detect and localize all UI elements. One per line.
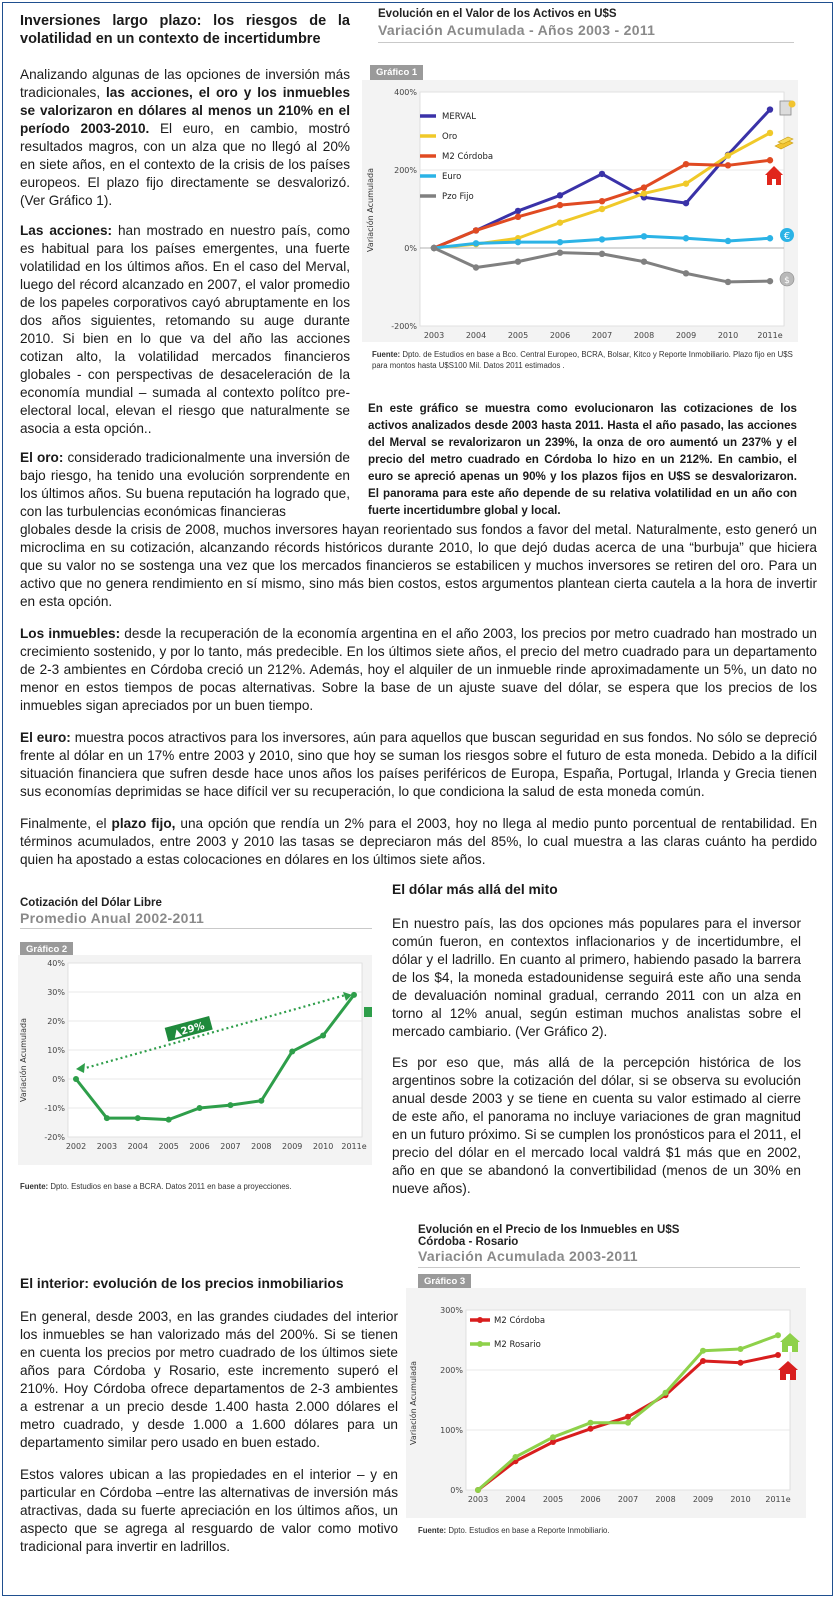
x-tick-label: 2002 [65, 1142, 87, 1151]
y-tick-label: 200% [440, 1366, 463, 1375]
x-tick-label: 2004 [127, 1142, 148, 1151]
data-point [320, 1033, 326, 1039]
interior-paragraph-2: Estos valores ubican a las propiedades en el interior – y en particular en Córdoba –entre las alternativas de inversión más atractivas, dada su fuerte apreciación en los últimos años, un aspecto que se agrega al resguardo de valor como motivo tradicional para invertir en ladrillos. [20, 1467, 398, 1554]
x-tick-label: 2008 [251, 1142, 272, 1151]
data-point [663, 1390, 669, 1396]
data-point [515, 239, 521, 245]
x-tick-label: 2008 [633, 331, 655, 340]
x-tick-label: 2004 [465, 331, 487, 340]
data-point [725, 279, 731, 285]
chart2-title: Cotización del Dólar Libre [20, 897, 162, 909]
legend-label: Euro [442, 172, 462, 182]
data-point [625, 1414, 631, 1420]
data-point [588, 1420, 594, 1426]
data-point [557, 219, 563, 225]
data-point [738, 1360, 744, 1366]
y-tick-label: 10% [47, 1046, 65, 1055]
chart1-tag: Gráfico 1 [370, 65, 423, 80]
chart1-title: Evolución en el Valor de los Activos en U$S [378, 8, 617, 20]
svg-text:€: € [783, 231, 791, 242]
data-point [725, 152, 731, 158]
y-tick-label: 30% [47, 988, 65, 997]
interior-paragraph-1: En general, desde 2003, en las grandes ciudades del interior los inmuebles se han valorizado más del 200%. Si se tienen en cuenta los precios por metro cuadrado de los últimos siete años para Córdoba y Rosario, este incremento superó el 210%. Hoy Córdoba ofrece departamentos de 2-3 ambientes a estrenar a un precio desde 1.400 hasta 2.000 dólares el metro cuadrado, y desde 1.000 a 1.600 dólares para un departamento similar pero usado en buen estado. [20, 1309, 398, 1450]
x-tick-label: 2007 [220, 1142, 241, 1151]
chart2-subtitle: Promedio Anual 2002-2011 [20, 910, 205, 926]
chart3-rule [418, 1267, 800, 1268]
data-point [473, 264, 479, 270]
data-point [557, 202, 563, 208]
data-point [197, 1105, 203, 1111]
legend-label: Pzo Fijo [442, 192, 474, 202]
chart3-ylabel: Variación Acumulada [409, 1360, 418, 1446]
x-tick-label: 2011e [757, 331, 783, 340]
x-tick-label: 2004 [505, 1495, 526, 1504]
x-tick-label: 2006 [549, 331, 571, 340]
data-point [515, 208, 521, 214]
legend-marker [477, 1317, 483, 1323]
y-tick-label: 0% [404, 244, 417, 253]
data-point [599, 171, 605, 177]
chart1-source: Fuente: Dpto. de Estudios en base a Bco. Central Europeo, BCRA, Bolsar, Kitco y Reporte Inmobiliario. Plazo fijo en U$S para montos hasta U$S100 Mil. Datos 2011 estimados . [372, 350, 793, 370]
data-point [641, 190, 647, 196]
data-point [513, 1454, 519, 1460]
data-point [104, 1115, 110, 1121]
data-point [738, 1346, 744, 1352]
legend-marker [477, 1341, 483, 1347]
data-point [725, 238, 731, 244]
y-tick-label: -200% [391, 322, 417, 331]
y-tick-label: -10% [44, 1104, 65, 1113]
data-point [599, 236, 605, 242]
data-point [73, 1076, 79, 1082]
chart3-title: Evolución en el Precio de los Inmuebles en U$S [418, 1224, 680, 1236]
data-point [683, 270, 689, 276]
chart1-subtitle: Variación Acumulada - Años 2003 - 2011 [378, 22, 656, 38]
legend-label: M2 Córdoba [494, 1316, 546, 1326]
data-point [641, 258, 647, 264]
x-tick-label: 2005 [158, 1142, 179, 1151]
data-point [166, 1117, 172, 1123]
chart1-ylabel: Variación Acumulada [366, 167, 375, 253]
x-tick-label: 2003 [467, 1495, 489, 1504]
y-tick-label: 40% [47, 959, 65, 968]
data-point [775, 1332, 781, 1338]
data-point [258, 1098, 264, 1104]
x-tick-label: 2005 [507, 331, 529, 340]
dolar-paragraph-1: En nuestro país, las dos opciones más populares para el inversor común fueron, en contextos inflacionarios y de incertidumbre, el dólar y el ladrillo. En cuanto al primero, habiendo pasado la barrera de los $4, la moneda estadounidense seguirá este año una senda de devaluación nominal gradual, cerrando 2011 con un alza en torno al 12% anual, según estiman muchos analistas sobre el mercado cambiario. (Ver Gráfico 2). [392, 916, 801, 1039]
data-point [700, 1358, 706, 1364]
data-point [767, 106, 773, 112]
data-point [599, 198, 605, 204]
data-point [767, 130, 773, 136]
x-tick-label: 2011e [341, 1142, 367, 1151]
data-point [767, 235, 773, 241]
chart2-source: Fuente: Dpto. Estudios en base a BCRA. Datos 2011 en base a proyecciones. [20, 1182, 292, 1191]
legend-label: M2 Rosario [494, 1340, 541, 1350]
data-point [641, 184, 647, 190]
data-point [767, 278, 773, 284]
euro-paragraph: El euro: muestra pocos atractivos para los inversores, aún para aquellos que buscan seguridad en sus fondos. No sólo se depreció frente al dólar en un 17% entre 2003 y 2010, sino que hoy se suman los riesgos sobre el futuro de esta moneda. Debido a la difícil situación financiera que sufren desde hace unos años los países periféricos de Europa, España, Portugal, Irlanda y Grecia tienen sus economías deprimidas se hace difícil ver su recuperación, lo que condiciona la salud de esta moneda común. [20, 730, 818, 799]
legend-label: Oro [442, 132, 458, 142]
data-point [473, 240, 479, 246]
data-point [473, 227, 479, 233]
article-title: Inversiones largo plazo: los riesgos de la volatilidad en un contexto de incertidumbre [20, 13, 350, 47]
legend-label: M2 Córdoba [442, 152, 494, 162]
dolar-title: El dólar más allá del mito [392, 882, 558, 897]
x-tick-label: 2009 [692, 1495, 714, 1504]
interior-title: El interior: evolución de los precios inmobiliarios [20, 1276, 344, 1291]
data-point [683, 161, 689, 167]
x-tick-label: 2006 [189, 1142, 210, 1151]
data-point [557, 249, 563, 255]
intro-paragraph: Analizando algunas de las opciones de inversión más tradicionales, las acciones, el oro y los inmuebles se valorizaron en dólares al menos un 210% en el período 2003-2010. El euro, en cambio, mostró resultados magros, con un alza que no llegó al 20% en siete años, en el contexto de la crisis de los países europeos. El plazo fijo directamente se desvalorizó. (Ver Gráfico 1). [20, 67, 351, 208]
x-tick-label: 2005 [542, 1495, 564, 1504]
x-tick-label: 2010 [312, 1142, 334, 1151]
svg-text:$: $ [784, 276, 790, 286]
chart3-subtitle: Variación Acumulada 2003-2011 [418, 1248, 638, 1264]
percent-badge-label: ▲29% [172, 1020, 206, 1040]
chart3-tag: Gráfico 3 [418, 1274, 471, 1289]
y-tick-label: 0% [52, 1075, 65, 1084]
chart1 [362, 80, 798, 342]
x-tick-label: 2003 [423, 331, 445, 340]
chart3-source: Fuente: Dpto. Estudios en base a Reporte Inmobiliario. [418, 1526, 610, 1535]
oro-paragraph-start: El oro: considerado tradicionalmente una inversión de bajo riesgo, ha tenido una evolución sorprendente en los últimos años. Su buena reputación ha logrado que, con las turbulencias económicas financieras [20, 450, 350, 519]
data-point [599, 206, 605, 212]
x-tick-label: 2011e [765, 1495, 791, 1504]
chart3 [406, 1288, 806, 1518]
data-point [683, 200, 689, 206]
chart1-rule [378, 42, 794, 43]
data-point [227, 1102, 233, 1108]
plazo-fijo-paragraph: Finalmente, el plazo fijo, una opción que rendía un 2% para el 2003, hoy no llega al medio punto porcentual de rentabilidad. En términos acumulados, entre 2003 y 2010 las tasas se depreciaron más del 85%, lo cual muestra a las claras cuánto ha perdido quien ha apostado a estas colocaciones en dólares en los últimos siete años. [20, 816, 818, 867]
y-tick-label: 20% [47, 1017, 65, 1026]
data-point [135, 1115, 141, 1121]
acciones-paragraph: Las acciones: han mostrado en nuestro país, como es habitual para los países emergentes, una fuerte volatilidad en los últimos años. En el caso del Merval, luego del récord alcanzado en 2007, el valor promedio de los papeles corporativos cayó abruptamente en los dos años siguientes, retomando su auge durante 2010. Si bien en lo que va del año las acciones cotizan alto, la volatilidad mercados financieros globales - con perspectivas de desaceleración de la economía mundial – sumada al contexto polítco pre-electoral local, elevan el riesgo que naturalmente se asocia a esta opción.. [20, 223, 350, 436]
data-point [550, 1434, 556, 1440]
x-tick-label: 2007 [617, 1495, 639, 1504]
data-point [775, 1352, 781, 1358]
y-tick-label: 400% [394, 88, 417, 97]
data-point [557, 192, 563, 198]
money-bag-icon [780, 272, 794, 286]
data-point [641, 233, 647, 239]
euro-coin-icon [780, 228, 794, 242]
y-tick-label: 0% [450, 1486, 463, 1495]
data-point [767, 157, 773, 163]
data-point [475, 1487, 481, 1493]
data-point [515, 258, 521, 264]
y-tick-label: 200% [394, 166, 417, 175]
data-point [700, 1348, 706, 1354]
x-tick-label: 2008 [655, 1495, 676, 1504]
chart2-rule [20, 928, 372, 929]
data-point [725, 162, 731, 168]
y-tick-label: -20% [44, 1133, 65, 1142]
x-tick-label: 2009 [675, 331, 697, 340]
chart2 [18, 955, 372, 1165]
data-point [588, 1426, 594, 1432]
legend-label: MERVAL [442, 112, 476, 122]
chart2-tag: Gráfico 2 [20, 942, 73, 957]
x-tick-label: 2003 [96, 1142, 118, 1151]
chart1-caption: En este gráfico se muestra como evolucionaron las cotizaciones de los activos analizados desde 2003 hasta 2011. Hasta el año pasado, las acciones del Merval se revalorizaron un 239%, la onza de oro aumentó un 237% y el precio del metro cuadrado en Córdoba lo hizo en un 212%. En cambio, el euro se apreció apenas un 90% y los plazos fijos en U$S se desvalorizaron. El panorama para este año depende de su relativa volatilidad en un año con fuerte incertidumbre global y local. [368, 402, 797, 517]
x-tick-label: 2010 [730, 1495, 751, 1504]
chart3-title-cities: Córdoba - Rosario [418, 1236, 519, 1248]
oro-paragraph-cont: globales desde la crisis de 2008, muchos inversores hayan reorientado sus fondos a favor del metal. Naturalmente, esto generó un microclima en su cotización, alcanzando récords históricos durante 2010, lo que dejó dudas acerca de una “burbuja” que hiciera que su valor no se sostenga una vez que los mercados financieros se estabilicen y muchos inversores se retiren del oro. Para un activo que no genera rendimiento en sí mismo, sino más bien costos, estos argumentos plantean cierta cautela a la hora de invertir en esta opción. [20, 522, 817, 609]
data-point [431, 245, 437, 251]
data-point [351, 992, 357, 998]
data-point [557, 239, 563, 245]
data-point [289, 1048, 295, 1054]
data-point [515, 214, 521, 220]
x-tick-label: 2009 [282, 1142, 303, 1151]
data-point [599, 251, 605, 257]
dolar-paragraph-2: Es por eso que, más allá de la percepción histórica de los argentinos sobre la cotización del dólar, si se observa su evolución anual desde 2003 y se tiene en cuenta su valor estimado al cierre de este año, el panorama no incluye variaciones de gran magnitud en un futuro próximo. Si se cumplen los pronósticos para el 2011, el precio del dólar en el mercado local valdrá $1 más que en 2002, año en que se abandonó la convertibilidad (menos de un 30% en nueve años). [392, 1055, 801, 1196]
x-tick-label: 2006 [580, 1495, 601, 1504]
y-tick-label: 300% [440, 1306, 463, 1315]
green-marker [364, 1007, 372, 1017]
x-tick-label: 2010 [717, 331, 739, 340]
data-point [683, 235, 689, 241]
data-point [683, 180, 689, 186]
x-tick-label: 2007 [591, 331, 613, 340]
chart2-ylabel: Variación Acumulada [19, 1017, 28, 1103]
data-point [625, 1420, 631, 1426]
y-tick-label: 100% [440, 1426, 463, 1435]
inmuebles-paragraph: Los inmuebles: desde la recuperación de la economía argentina en el año 2003, los precios por metro cuadrado han mostrado un crecimiento sostenido, y por lo tanto, más predecible. En los últimos siete años, el precio del metro cuadrado para un departamento de 2-3 ambientes en Córdoba creció un 212%. Además, hoy el alquiler de un inmueble rinde aproximadamente un 5%, un dato no menor en estos tiempos de pocas alternativas. Sobre la base de un ajuste suave del dólar, se espera que los precios de los inmuebles sigan apreciados por un buen tiempo. [20, 626, 817, 713]
